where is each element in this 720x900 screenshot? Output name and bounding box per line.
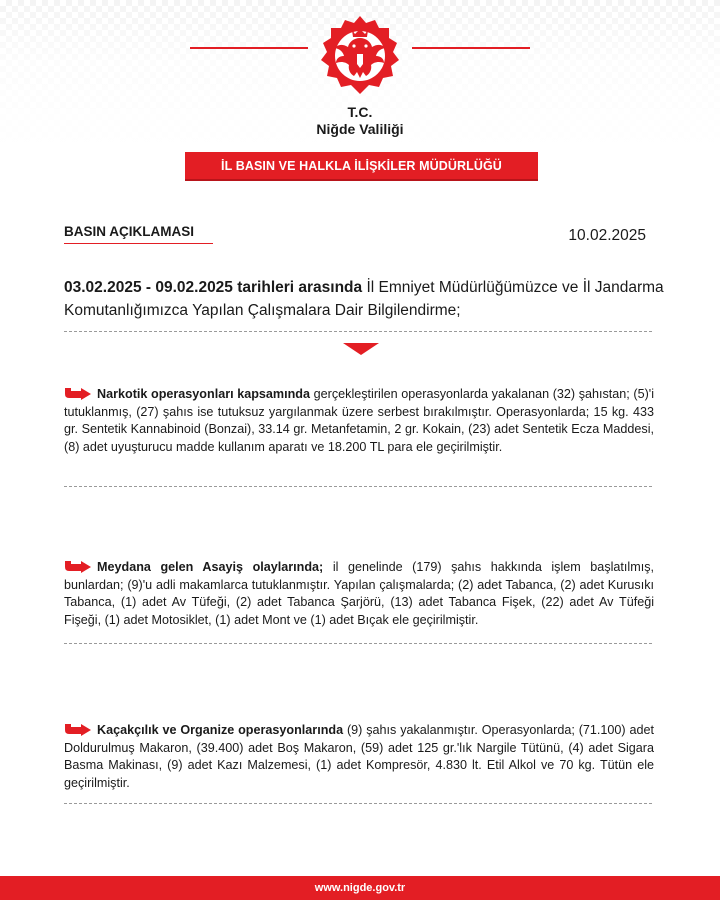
org-tc: T.C. <box>347 104 373 120</box>
divider <box>64 331 652 332</box>
org-name: Niğde Valiliği <box>316 121 404 137</box>
red-arrow-icon <box>64 559 92 573</box>
section-lead: Narkotik operasyonları kapsamında <box>97 387 311 401</box>
header-line-right <box>412 47 530 49</box>
section-narcotics <box>64 386 654 456</box>
red-arrow-icon <box>64 386 92 400</box>
document-date: 10.02.2025 <box>568 227 646 244</box>
section-lead: Meydana gelen Asayiş olaylarında; <box>97 560 324 574</box>
footer-website-link[interactable]: www.nigde.gov.tr <box>314 882 406 894</box>
section-body: il genelinde (179) şahıs hakkında işlem başlatılmış, bunlardan; (9)'u adli makamlarca tutuklanmıştır. Yapılan çalışmalarda; (2) adet Tabanca, (2) adet Kurusıkı Tabanca, (1) adet Av Tüfeği, (2) adet Tabanca Şarjörü, (13) adet Tabanca Fişek, (22) adet Av Tüfeği Fişeği, (1) adet Motosiklet, (1) adet Mont ve (1) adet Bıçak ele geçirilmiştir. <box>64 560 654 627</box>
document-type-underline <box>64 243 213 244</box>
headline-date-range: 03.02.2025 - 09.02.2025 tarihleri arasında <box>64 279 363 296</box>
red-arrow-icon <box>64 722 92 736</box>
department-banner: İL BASIN VE HALKLA İLİŞKİLER MÜDÜRLÜĞÜ <box>185 152 538 179</box>
section-body: (9) şahıs yakalanmıştır. Operasyonlarda; (71.100) adet Doldurulmuş Makaron, (39.400) adet Boş Makaron, (59) adet 125 gr.'lık Nargile Tütünü, (4) adet Sigara Basma Makinası, (9) adet Kazı Malzemesi, (1) adet Kompresör, 4.830 lt. Etil Alkol ve 70 kg. Tütün ele geçirilmiştir. <box>64 723 655 790</box>
section-smuggling <box>64 722 654 792</box>
down-triangle-icon <box>343 343 379 355</box>
section-lead: Kaçakçılık ve Organize operasyonlarında <box>97 723 344 737</box>
divider <box>64 486 652 487</box>
headline <box>64 276 664 322</box>
section-body: gerçekleştirilen operasyonlarda yakalanan (32) şahıstan; (5)'i tutuklanmış, (27) şahıs ise tutuksuz yargılanmak üzere serbest bırakılmıştır. Operasyonlarda; 15 kg. 433 gr. Sentetik Kannabinoid (Bonzai), 33.14 gr. Metanfetamin, 2 gr. Kokain, (23) adet Sentetik Ecza Maddesi, (8) adet uyuşturucu madde kullanım aparatı ve 18.200 TL para ele geçirilmiştir. <box>64 387 655 454</box>
double-headed-eagle-emblem-icon <box>319 14 401 96</box>
divider <box>64 643 652 644</box>
footer-bar <box>0 876 720 900</box>
header-line-left <box>190 47 308 49</box>
section-public-order <box>64 559 654 629</box>
divider <box>64 803 652 804</box>
document-type: BASIN AÇIKLAMASI <box>64 224 194 239</box>
headline-text: İl Emniyet Müdürlüğümüzce ve İl Jandarma Komutanlığımızca Yapılan Çalışmalara Dair Bilgilendirme; <box>64 279 664 319</box>
